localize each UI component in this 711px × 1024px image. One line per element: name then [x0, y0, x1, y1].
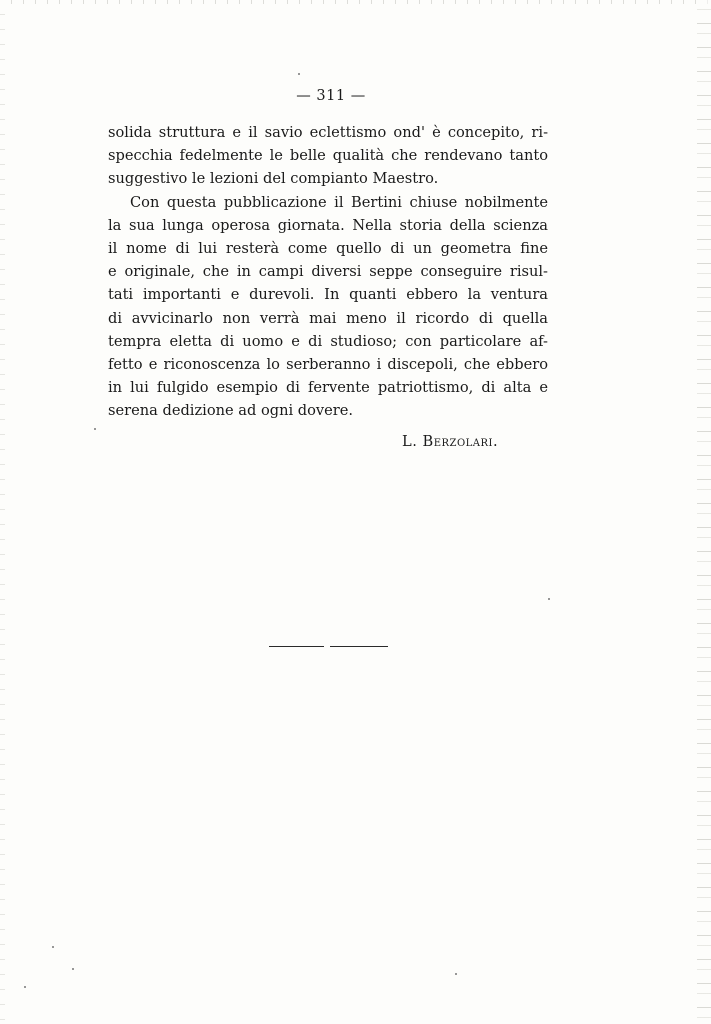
scan-speck: [94, 428, 96, 430]
scan-edge-right: [697, 0, 711, 1024]
text-line: suggestivo le lezioni del compianto Maestro.: [108, 170, 439, 188]
closing-rule-right: [330, 646, 388, 647]
paragraph-2: [108, 191, 548, 423]
closing-rule-left: [269, 646, 324, 647]
body-text: [108, 121, 548, 423]
text-line: tempra eletta di uomo e di studioso; con particolare af-: [108, 332, 548, 350]
text-line: la sua lunga operosa giornata. Nella storia della scienza: [108, 216, 548, 234]
scan-speck: [298, 73, 300, 75]
author-signature: L. Berzolari.: [402, 433, 499, 450]
text-line: specchia fedelmente le belle qualità che rendevano tanto: [108, 147, 548, 165]
scan-speck: [72, 968, 74, 970]
scan-edge-left: [0, 0, 5, 1024]
text-line: tati importanti e durevoli. In quanti ebbero la ventura: [108, 286, 548, 304]
scan-speck: [24, 986, 26, 988]
scan-speck: [548, 598, 550, 600]
text-line: Con questa pubblicazione il Bertini chiuse nobilmente: [130, 193, 548, 211]
text-line: il nome di lui resterà come quello di un geometra fine: [108, 240, 548, 258]
paragraph-1: [108, 121, 548, 191]
page-number: — 311 —: [296, 88, 366, 104]
scan-edge-top: [0, 0, 711, 4]
text-line: serena dedizione ad ogni dovere.: [108, 402, 354, 420]
text-line: in lui fulgido esempio di fervente patriottismo, di alta e: [108, 379, 548, 397]
text-line: fetto e riconoscenza lo serberanno i discepoli, che ebbero: [108, 356, 548, 374]
text-line: e originale, che in campi diversi seppe conseguire risul-: [108, 263, 548, 281]
scan-speck: [455, 973, 457, 975]
scan-speck: [52, 946, 54, 948]
text-line: di avvicinarlo non verrà mai meno il ricordo di quella: [108, 309, 548, 327]
text-line: solida struttura e il savio eclettismo ond' è concepito, ri-: [108, 124, 548, 141]
